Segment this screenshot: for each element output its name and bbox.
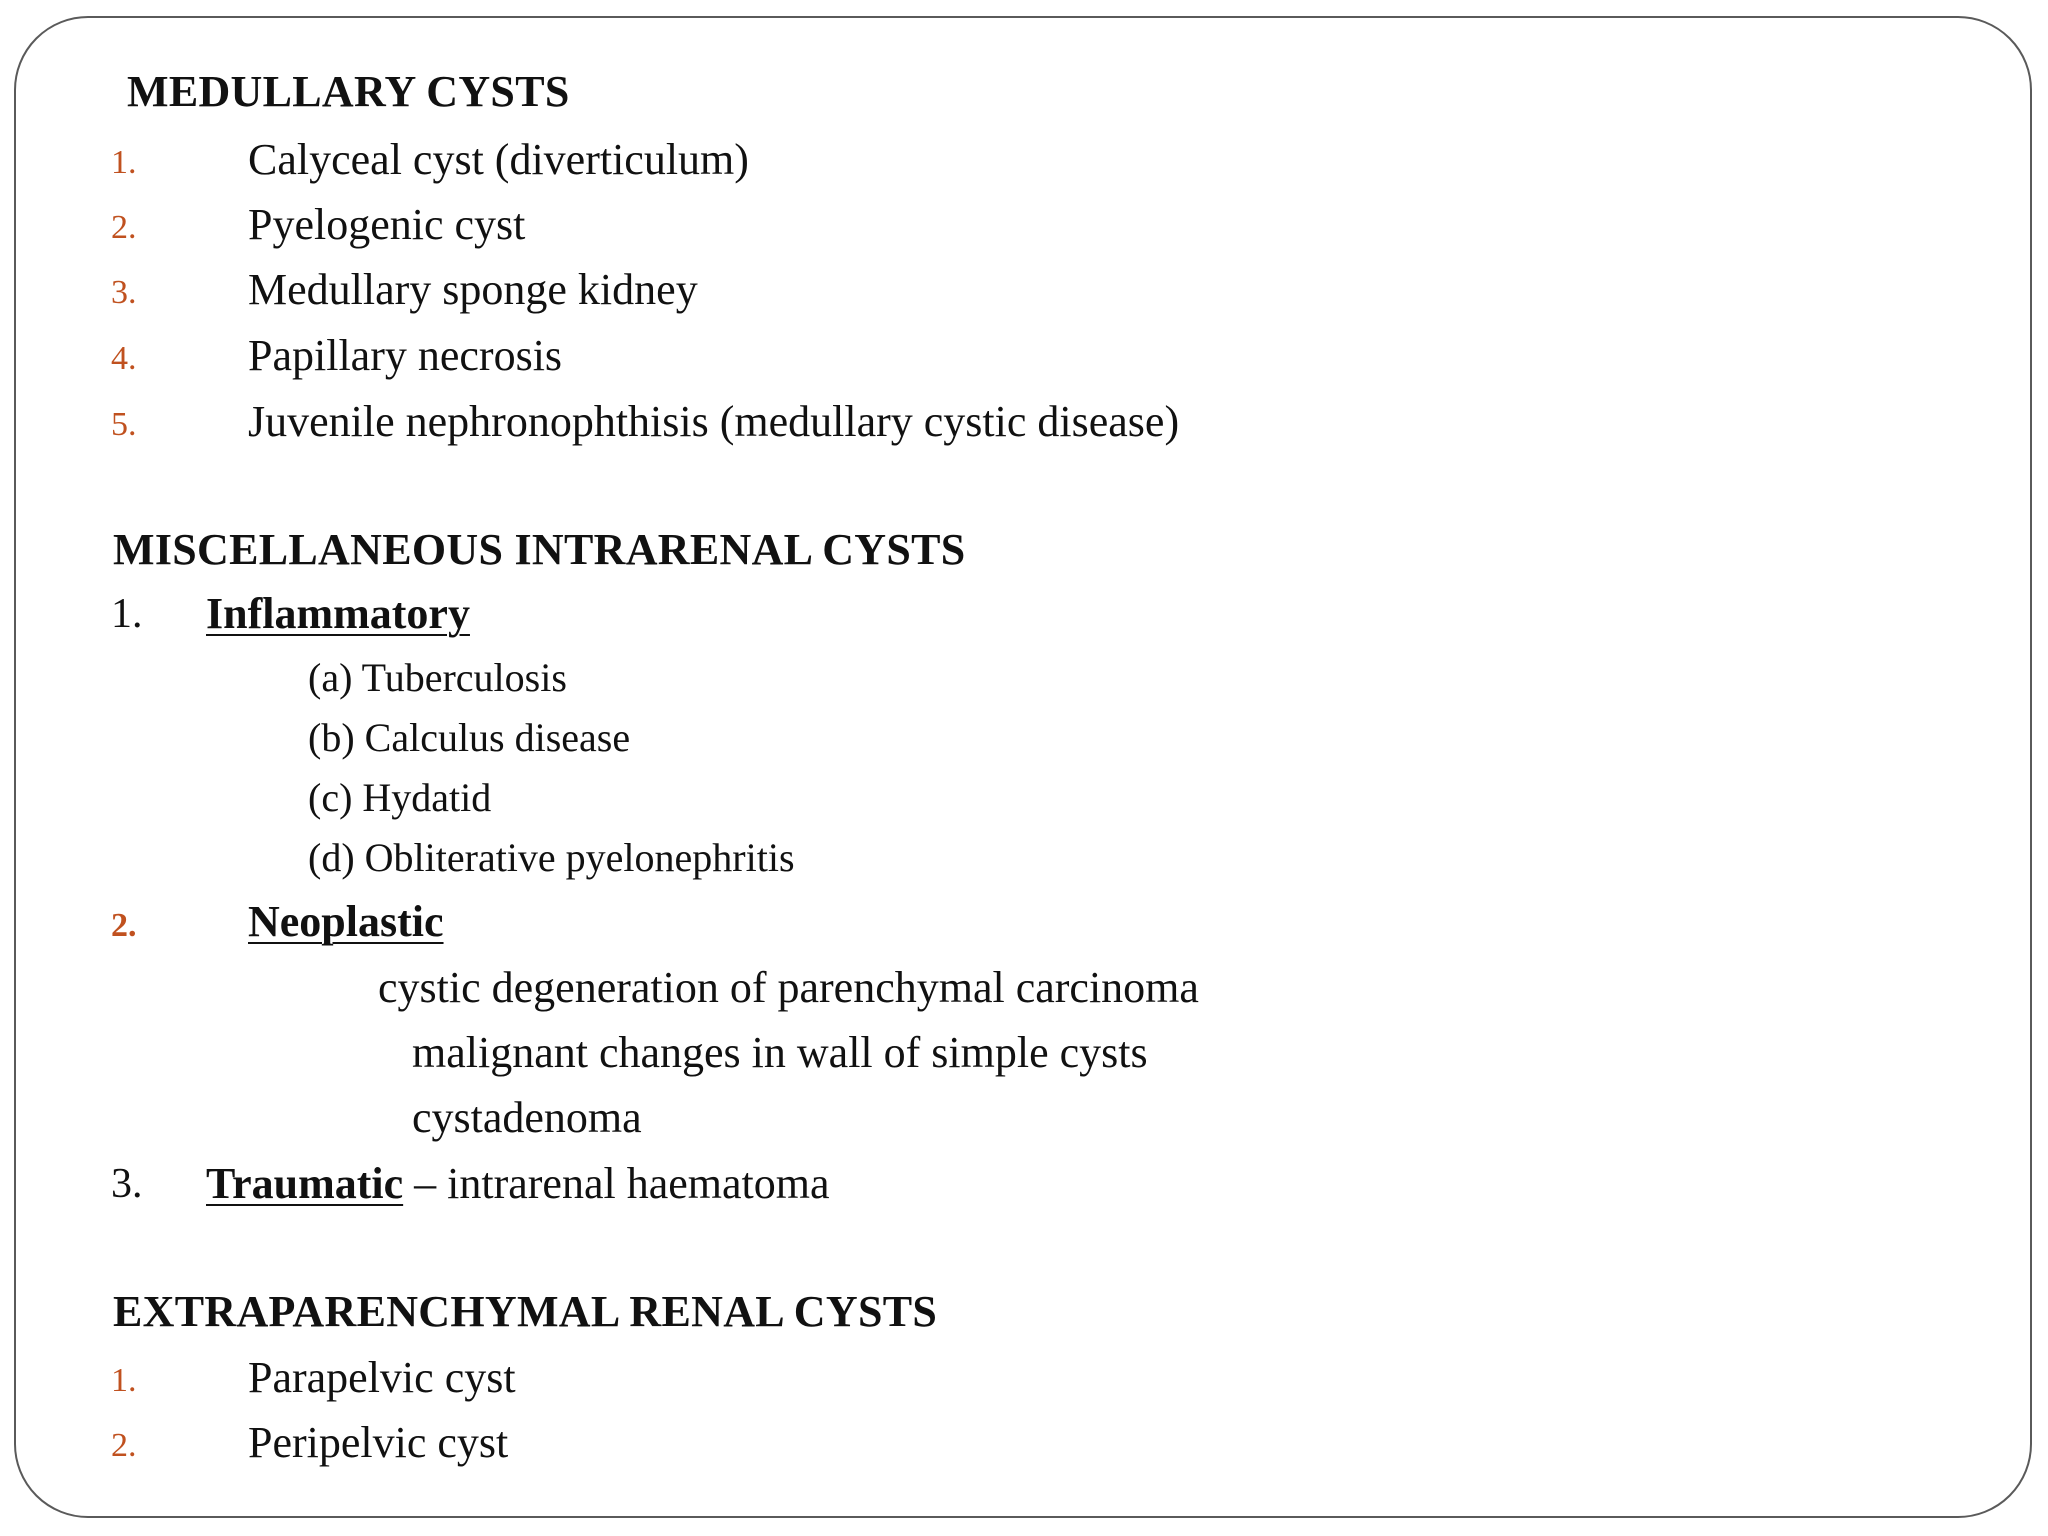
list-number: 1.: [111, 1362, 137, 1399]
slide-frame: [14, 16, 2032, 1518]
group-number: 2.: [111, 907, 137, 944]
list-item: Juvenile nephronophthisis (medullary cystic disease): [248, 397, 1180, 446]
sub-item: (b) Calculus disease: [308, 715, 631, 760]
list-item: Pyelogenic cyst: [248, 200, 526, 249]
sub-item: cystadenoma: [412, 1093, 642, 1142]
list-item: Parapelvic cyst: [248, 1353, 516, 1402]
group-traumatic-suffix: – intrarenal haematoma: [403, 1159, 830, 1208]
list-number: 2.: [111, 1427, 137, 1464]
list-number: 3.: [111, 274, 137, 311]
group-number: 1.: [111, 591, 143, 637]
list-number: 5.: [111, 406, 137, 443]
list-item: Papillary necrosis: [248, 331, 563, 380]
group-traumatic: [206, 1159, 830, 1208]
list-number: 4.: [111, 340, 137, 377]
section-heading-extraparenchymal: EXTRAPARENCHYMAL RENAL CYSTS: [113, 1287, 938, 1336]
list-item: Calyceal cyst (diverticulum): [248, 135, 749, 184]
list-number: 1.: [111, 144, 137, 181]
sub-item: malignant changes in wall of simple cysts: [412, 1028, 1148, 1077]
sub-item: (a) Tuberculosis: [308, 655, 567, 700]
section-heading-miscellaneous: MISCELLANEOUS INTRARENAL CYSTS: [113, 525, 966, 574]
section-heading-medullary: MEDULLARY CYSTS: [127, 67, 570, 116]
list-number: 2.: [111, 209, 137, 246]
group-title-inflammatory: Inflammatory: [206, 589, 470, 638]
sub-item: (c) Hydatid: [308, 775, 492, 820]
group-number: 3.: [111, 1161, 143, 1207]
group-title-traumatic: Traumatic: [206, 1159, 404, 1208]
list-item: Medullary sponge kidney: [248, 265, 698, 314]
sub-item: cystic degeneration of parenchymal carcinoma: [378, 963, 1199, 1012]
group-title-neoplastic: Neoplastic: [248, 897, 444, 946]
list-item: Peripelvic cyst: [248, 1418, 509, 1467]
sub-item: (d) Obliterative pyelonephritis: [308, 835, 795, 880]
